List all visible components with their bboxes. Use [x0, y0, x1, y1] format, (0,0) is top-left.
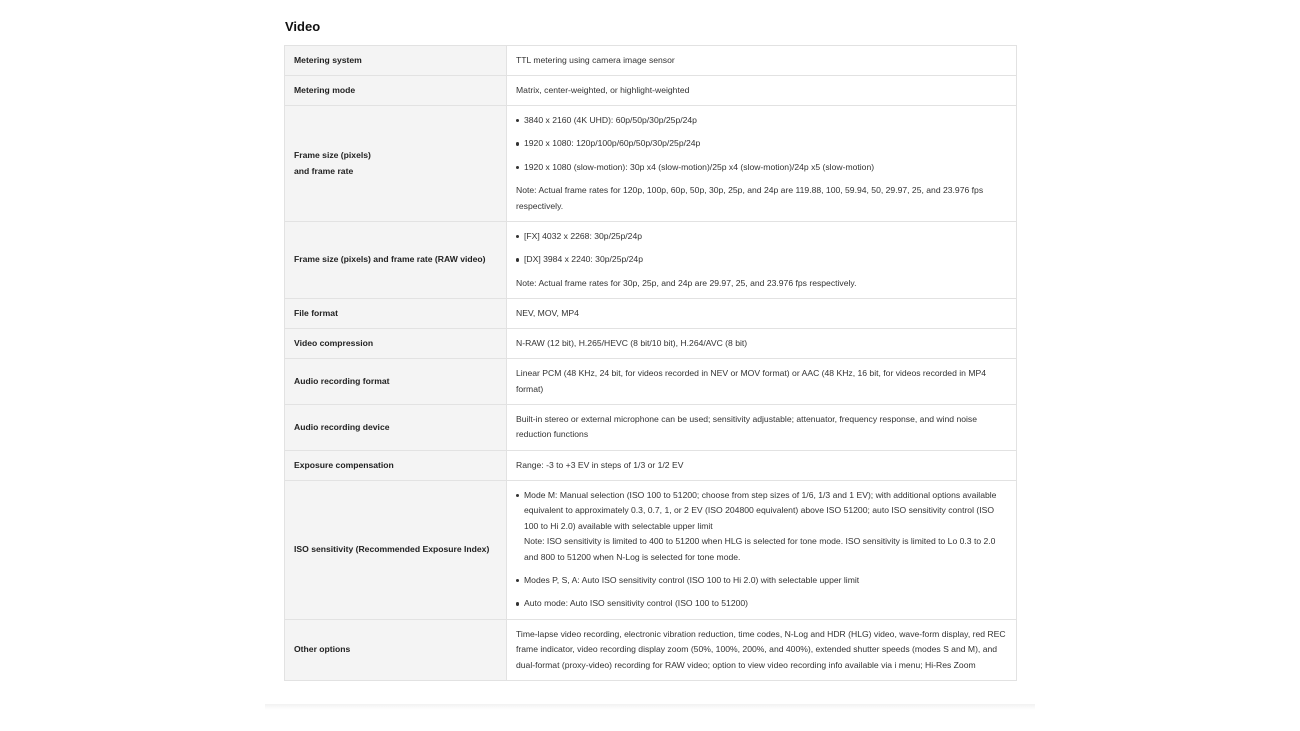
- row-other-options: [285, 619, 1017, 680]
- row-value: Linear PCM (48 KHz, 24 bit, for videos recorded in NEV or MOV format) or AAC (48 KHz, 16 bit, for videos recorded in MP4 format): [507, 359, 1017, 405]
- row-iso-sensitivity: [285, 480, 1017, 619]
- section-title: Video: [285, 19, 321, 34]
- list-item: 1920 x 1080: 120p/100p/60p/50p/30p/25p/24p: [516, 136, 1008, 151]
- note-text: Note: ISO sensitivity is limited to 400 to 51200 when HLG is selected for tone mode. ISO sensitivity is limited to Lo 0.3 to 2.0 and 800 to 51200 when N-Log is selected for tone mode.: [524, 536, 996, 562]
- list-item: Auto mode: Auto ISO sensitivity control (ISO 100 to 51200): [516, 596, 1008, 611]
- row-frame-size: [285, 106, 1017, 222]
- row-label-line: Frame size (pixels): [294, 150, 371, 161]
- row-value: NEV, MOV, MP4: [507, 299, 1017, 329]
- row-value: [507, 480, 1017, 619]
- row-label: Frame size (pixels) and frame rate (RAW video): [285, 222, 507, 299]
- row-value: Matrix, center-weighted, or highlight-weighted: [507, 76, 1017, 106]
- row-label-line: and frame rate: [294, 165, 354, 176]
- bullet-list: [516, 113, 1008, 175]
- row-label: Metering system: [285, 46, 507, 76]
- row-frame-size-raw: [285, 222, 1017, 299]
- list-item: [516, 488, 1008, 565]
- row-file-format: [285, 299, 1017, 329]
- list-item: 3840 x 2160 (4K UHD): 60p/50p/30p/25p/24p: [516, 113, 1008, 128]
- list-item: Modes P, S, A: Auto ISO sensitivity control (ISO 100 to Hi 2.0) with selectable upper limit: [516, 573, 1008, 588]
- table-bottom-shadow: [265, 704, 1035, 710]
- row-label: [285, 106, 507, 222]
- bullet-list: [516, 229, 1008, 268]
- row-value: Built-in stereo or external microphone can be used; sensitivity adjustable; attenuator, frequency response, and wind noise reduction functions: [507, 405, 1017, 451]
- bullet-list: [516, 488, 1008, 612]
- row-value: [507, 106, 1017, 222]
- video-spec-table: [284, 45, 1017, 681]
- row-label: File format: [285, 299, 507, 329]
- list-item: [FX] 4032 x 2268: 30p/25p/24p: [516, 229, 1008, 244]
- row-label: ISO sensitivity (Recommended Exposure Index): [285, 480, 507, 619]
- row-label: Video compression: [285, 329, 507, 359]
- row-value: TTL metering using camera image sensor: [507, 46, 1017, 76]
- row-metering-mode: [285, 76, 1017, 106]
- row-value: Range: -3 to +3 EV in steps of 1/3 or 1/2 EV: [507, 450, 1017, 480]
- row-audio-device: [285, 405, 1017, 451]
- row-label: Other options: [285, 619, 507, 680]
- list-item-text: Mode M: Manual selection (ISO 100 to 51200; choose from step sizes of 1/6, 1/3 and 1 EV); with additional options available equivalent to approximately 0.3, 0.7, 1, or 2 EV (ISO 204800 equivalent) above ISO 51200; auto ISO sensitivity control (ISO 100 to Hi 2.0) available with selectable upper limit: [524, 489, 997, 531]
- row-value: N-RAW (12 bit), H.265/HEVC (8 bit/10 bit), H.264/AVC (8 bit): [507, 329, 1017, 359]
- note-text: Note: Actual frame rates for 120p, 100p, 60p, 50p, 30p, 25p, and 24p are 119.88, 100, 59.94, 50, 29.97, 25, and 23.976 fps respectively.: [516, 185, 984, 211]
- row-exposure-compensation: [285, 450, 1017, 480]
- list-item: [DX] 3984 x 2240: 30p/25p/24p: [516, 252, 1008, 267]
- row-value: [507, 222, 1017, 299]
- row-audio-format: [285, 359, 1017, 405]
- row-label: Audio recording device: [285, 405, 507, 451]
- list-item: 1920 x 1080 (slow-motion): 30p x4 (slow-motion)/25p x4 (slow-motion)/24p x5 (slow-motion): [516, 160, 1008, 175]
- row-label: Exposure compensation: [285, 450, 507, 480]
- row-label: Audio recording format: [285, 359, 507, 405]
- row-metering-system: [285, 46, 1017, 76]
- row-video-compression: [285, 329, 1017, 359]
- row-label: Metering mode: [285, 76, 507, 106]
- note-text: Note: Actual frame rates for 30p, 25p, and 24p are 29.97, 25, and 23.976 fps respectively.: [516, 277, 857, 288]
- row-value: Time-lapse video recording, electronic vibration reduction, time codes, N-Log and HDR (HLG) video, wave-form display, red REC frame indicator, video recording display zoom (50%, 100%, 200%, and 400%), extended shutter speeds (modes S and M), and dual-format (proxy-video) recording for RAW video; option to view video recording info available via i menu; Hi-Res Zoom: [507, 619, 1017, 680]
